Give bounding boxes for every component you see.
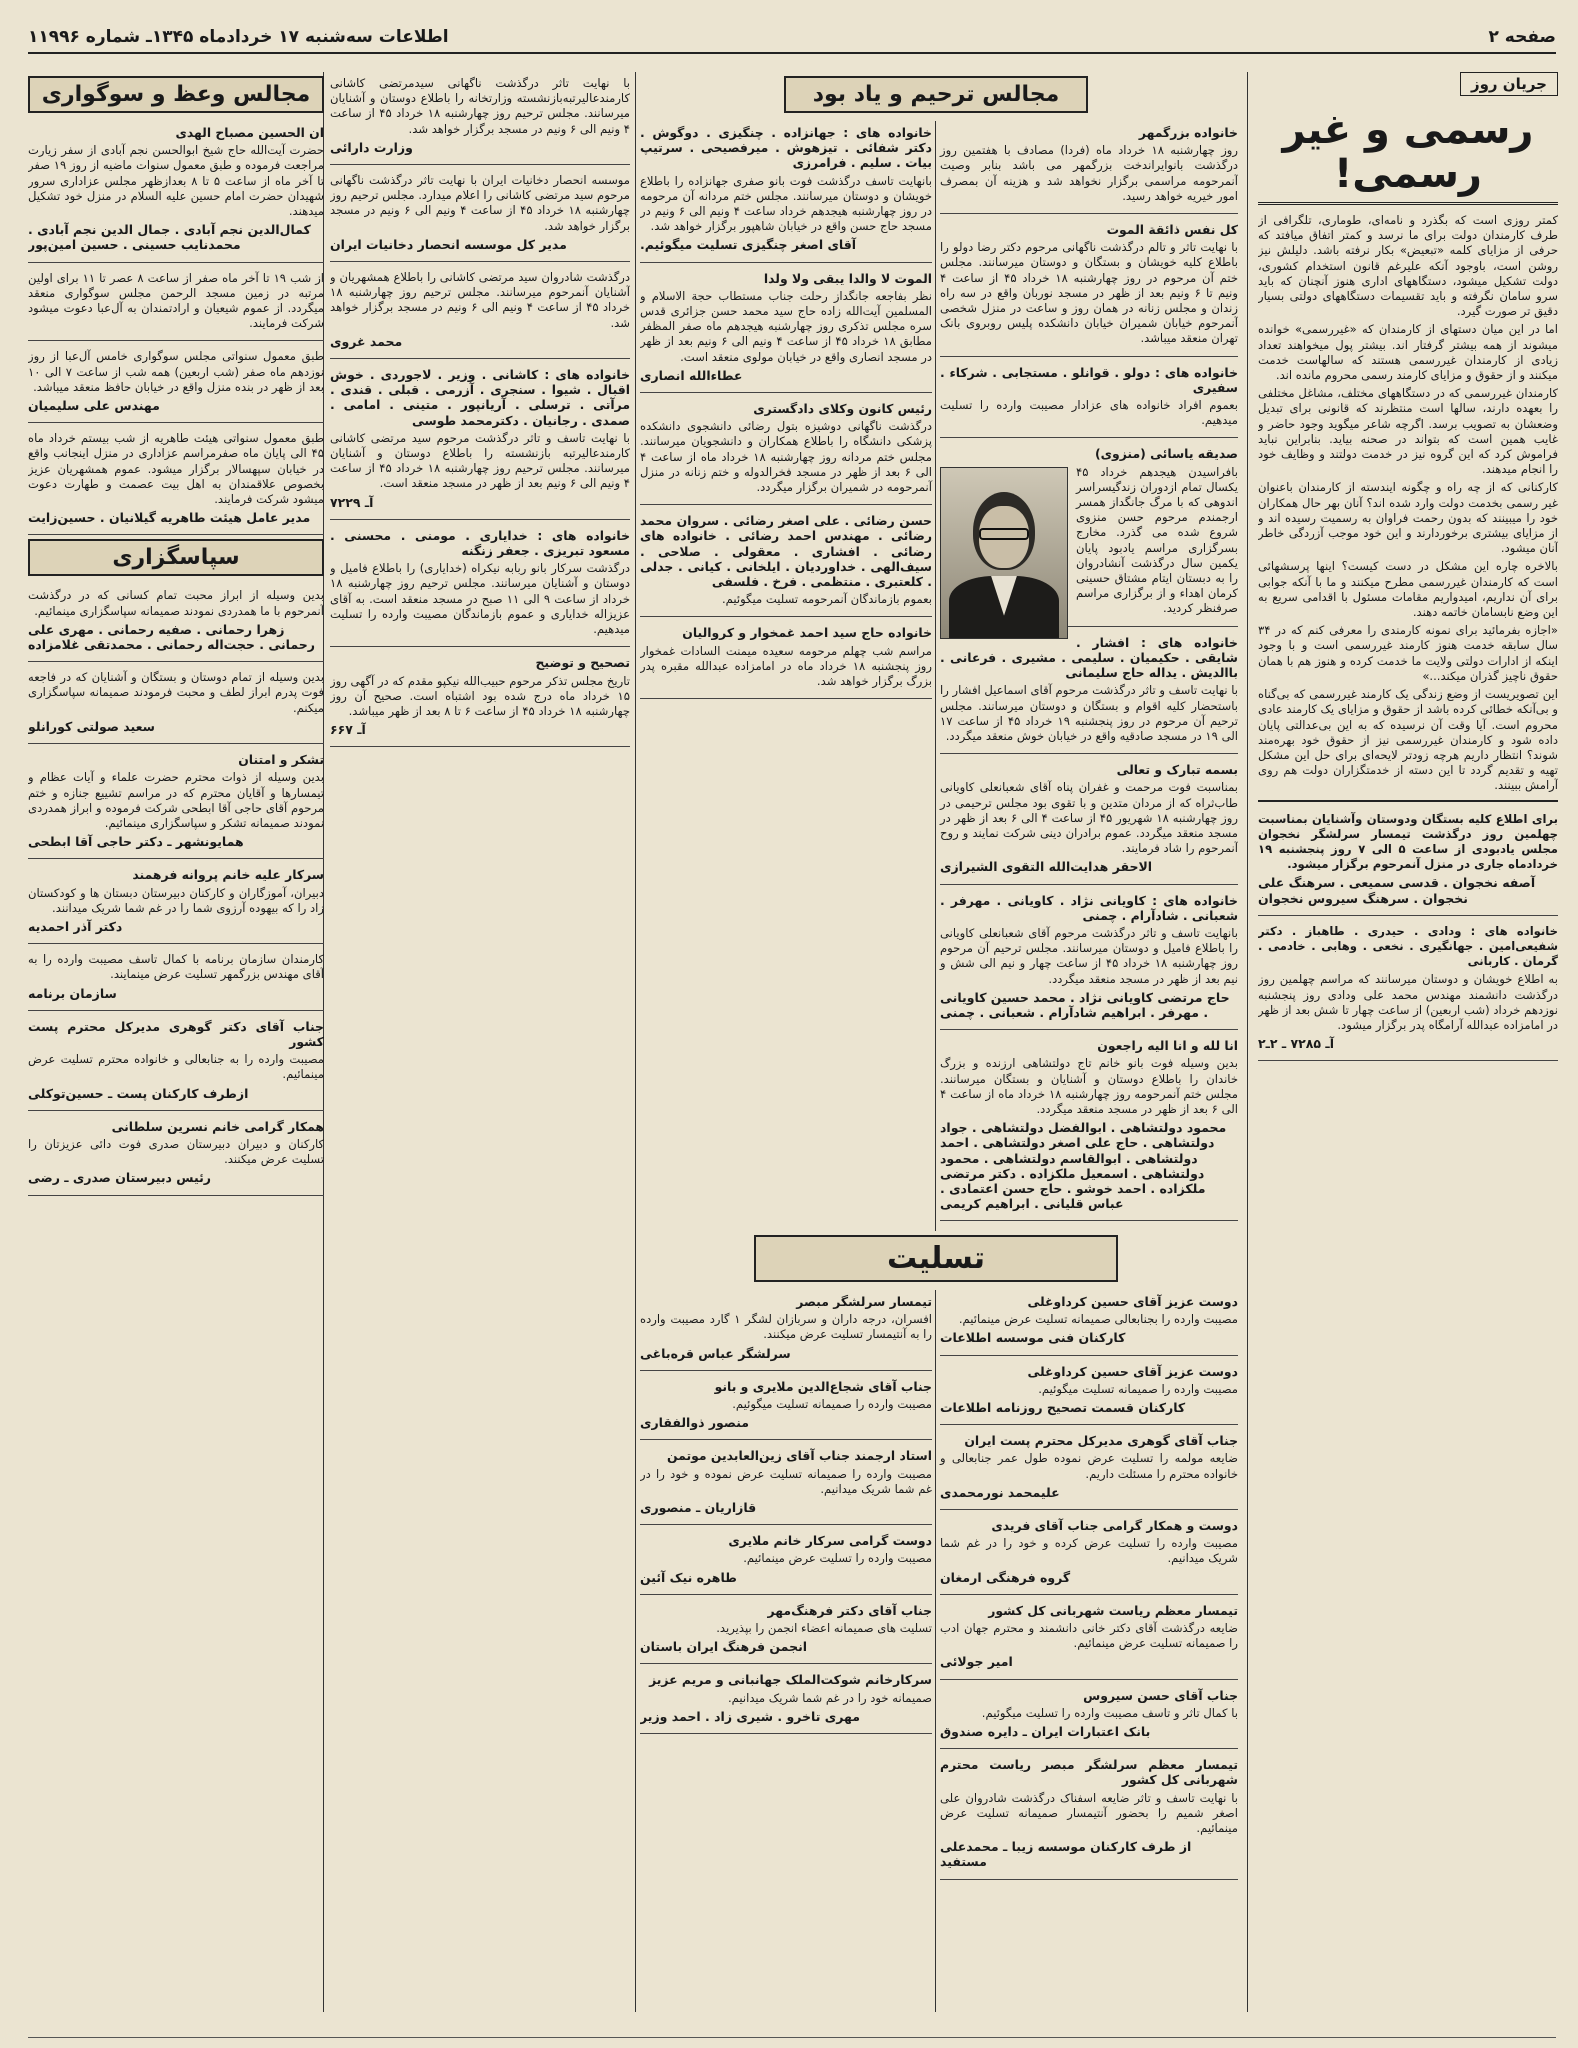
notice-text: تسلیت های صمیمانه اعضاء انجمن را بپذیرید. (716, 1621, 932, 1636)
editorial-paragraph: اما در این میان دستهای از کارمندان که «غیررسمی» خوانده میشوند از همه بیشتر گرفتار اند. بیشتر پول میخواهند تعداد زیادی از کارمندان غیررسمی هستند که سالهاست خدمت میکنند و از حقوق و مزایای کارمند رسمی محروم مانده اند. (1258, 322, 1558, 383)
notice-heading: جناب آقای حسن سیروس (1083, 1687, 1238, 1703)
notice-signature: زهرا رحمانی . صفیه رحمانی . مهری علی رحمانی . حجت‌اله رحمانی . محمدتقی غلامزاده (28, 621, 315, 653)
condolences-right (940, 1290, 1238, 1884)
thanks-notice (28, 863, 324, 944)
notice-heading: خانواده های : دولو . قوانلو . مستجابی . شرکاء . سفیری (940, 364, 1238, 395)
notice-heading: سرکارخانم شوکت‌الملک جهانبانی و مریم عزیز (649, 1672, 932, 1688)
editorial-paragraph: «اجازه بفرمائید برای نمونه کارمندی را معرفی کنم که در ۳۴ سال سابقه خدمت هنوز کارمند غیررسمی است و با وجود اینکه از ادارات دولتی ولایت ما خدمت کرده و هنوز هم با همان حقوق ناچیز گذران میکند...» (1258, 623, 1558, 683)
notice-heading: جناب آقای شجاع‌الدین ملایری و بانو (714, 1378, 932, 1394)
notice-signature: آـ ۷۲۲۹ (330, 494, 374, 510)
notice-signature: امیر جولائی (940, 1654, 1013, 1670)
notice-heading: صدیقه یاسائی (منزوی) (1095, 446, 1238, 462)
notice-text: با نهایت تاثر درگذشت ناگهانی سیدمرتضی کاشانی کارمندعالیرتبه‌بازنشسته وزارتخانه را باطلاع دوستان و آشنایان میرسانند. مجلس ترحیم روز چهارشنبه ۱۸ خرداد ۴۵ از ساعت ۴ ونیم الی ۶ ونیم در مسجد برگزار خواهد شد. (330, 76, 630, 136)
portrait-photo (940, 467, 1068, 639)
thanks-notice (28, 948, 324, 1011)
notice-signature: محمود دولتشاهی . ابوالفضل دولتشاهی . جواد دولتشاهی . حاج علی اصغر دولتشاهی . احمد دولتشاهی . ابوالقاسم دولتشاهی . محمود دولتشاهی . اسمعیل ملکزاده . دکتر مرتضی ملکزاده . احمد خوشو . حاج حسن اعتمادی . عباس قلیانی . ابراهیم کریمی (940, 1120, 1227, 1212)
notice-signature: همایونشهر ـ دکتر حاجی آقا ابطحی (28, 834, 244, 850)
editorial-title: رسمی و غیر رسمی! (1258, 102, 1558, 205)
rubric-label: جریان روز (1460, 72, 1558, 96)
notice-signature: کارکنان قسمت تصحیح روزنامه اطلاعات (940, 1400, 1186, 1416)
notice-signature: منصور ذوالفقاری (640, 1415, 750, 1431)
sermon-notice (28, 427, 324, 535)
notice-signature: سعید صولتی کورانلو (28, 718, 155, 734)
notice-signature: گروه فرهنگی ارمغان (940, 1569, 1071, 1585)
condolence-notice (940, 1514, 1238, 1595)
editorial-paragraph: کارکنانی که از چه راه و چگونه ایندسته از کارمندان باعنوان غیر رسمی بخدمت دولت وارد شده اند؟ آنان بهر حال همکاران خود را میبینند که بدون رحمت فراوان به رسمیت رسیده اند و از مزایای بیشتری برخوردارند و این خود موجب آزردگی خاطر آنان میشود. (1258, 480, 1558, 556)
notice-text: ضایعه درگذشت آقای دکتر خانی دانشمند و محترم جهان ادب را صمیمانه تسلیت عرض مینمائیم. (940, 1621, 1238, 1651)
notice-text: درگذشت شادروان سید مرتضی کاشانی را باطلاع همشهریان و آشنایان آنمرحوم میرسانند. مجلس ترحیم روز چهارشنبه ۱۸ خرداد ۴۵ از ساعت ۴ ونیم الی ۶ ونیم در مسجد برگزار خواهد شد. (330, 270, 630, 330)
notice-signature: مدیر کل موسسه انحصار دخانیات ایران (330, 236, 567, 252)
notice-text: بدین وسیله از ابراز محبت تمام کسانی که در درگذشت آنمرحوم با ما همدردی نمودند صمیمانه سپاسگزاری مینمائیم. (28, 588, 324, 618)
notice-text: مصیبت وارده را تسلیت عرض کرده و خود را در غم شما شریک میدانیم. (940, 1536, 1238, 1566)
notice-heading: جناب آقای گوهری مدیرکل محترم پست ایران (964, 1433, 1238, 1449)
notice-signature: مهری تاخرو . شیری زاد . احمد وزیر (640, 1708, 860, 1724)
memorial-notice (330, 651, 630, 747)
condolence-notice (940, 1360, 1238, 1426)
notice-signature: عطاءالله انصاری (640, 367, 743, 383)
notice-heading: تیمسار معظم سرلشگر مبصر ریاست محترم شهربانی کل کشور (940, 1757, 1238, 1788)
memorial-notice (940, 889, 1238, 1031)
notice-text: افسران، درجه داران و سربازان لشگر ۱ گارد مصیبت وارده را به آنتیمسار تسلیت عرض میکنند. (640, 1312, 933, 1342)
notice-signature: انجمن فرهنگ ایران باستان (640, 1639, 808, 1655)
notice-text: حضرت آیت‌الله حاج شیخ ابوالحسن نجم آبادی از سفر زیارت مراجعت فرموده و طبق معمول سنوات ماضیه از روز ۱۹ صفر تا آخر ماه از ساعت ۵ تا ۸ بعدازظهر مجلس عزاداری سرور شهیدان حضرت امام حسین علیه السلام در منزل خود تشکیل میدهند. (28, 143, 324, 219)
column-sermons (28, 72, 324, 2012)
notice-signature: مدیر عامل هیئت طاهریه گیلانیان . حسین‌زایت (28, 510, 311, 526)
memorial-notice (940, 631, 1238, 754)
column-rule (635, 72, 636, 2012)
notice-text: ضایعه مولمه را تسلیت عرض نموده طول عمر جنابعالی و خانواده محترم را مسئلت داریم. (940, 1451, 1238, 1481)
notice-text: بانهایت تاسف و تاثر درگذشت مرحوم آقای شعبانعلی کاویانی را باطلاع فامیل و دوستان میرسانند. مجلس ترحیم آن مرحوم روز چهارشنبه ۱۸ خرداد ۴۵ از ساعت چهار و نیم الی شش و نیم بعد از ظهر در مسجد منعقد میگردد. (940, 925, 1238, 986)
notice-text: مصیبت وارده را صمیمانه تسلیت عرض نموده و خود را در غم شما شریک میدانیم. (640, 1466, 932, 1496)
condolence-notice (640, 1529, 932, 1595)
notice-signature: آقای اصغر چنگیزی تسلیت میگوئیم. (640, 237, 857, 253)
notice-heading: دوست عزیز آقای حسین کرداوغلی (1027, 1294, 1238, 1309)
notice-heading: تشکر و امتنان (238, 752, 324, 768)
memorial-notice (640, 621, 932, 699)
column-rule (935, 121, 936, 1231)
notice-text: مصیبت وارده را صمیمانه تسلیت میگوئیم. (732, 1397, 932, 1412)
column-kashani (330, 72, 630, 1252)
notice-signature: طاهره نیک آئین (640, 1569, 737, 1585)
notice-heading: سرکار علیه خانم پروانه فرهمند (132, 867, 324, 883)
notice-heading: خانواده های : کاویانی نژاد . کاویانی . مهرفر . شعبانی . شادآرام . چمنی (940, 892, 1238, 923)
memorials-area (640, 121, 1238, 1231)
condolence-notice (640, 1599, 932, 1665)
notice-nakhjavan: برای اطلاع کلیه بستگان ودوستان وآشنایان بمناسبت چهلمین روز درگذشت تیمسار سرلشگر نخجوان مجلس یادبودی از ساعت ۵ الی ۷ روز پنجشنبه ۱۹ خردادماه جاری در منزل آنمرحوم برگزار میشود. آصفه نخجوان . قدسی سمیعی . سرهنگ علی نخجوان . سرهنگ سیروس نخجوان (1258, 808, 1558, 916)
memorial-notice (330, 169, 630, 262)
notice-text: از شب ۱۹ تا آخر ماه صفر از ساعت ۸ عصر تا ۱۱ برای اولین مرتبه در زمین مسجد الرحمن مجلس سوگواری منعقد میگردد. از عموم شیعیان و ارادتمندان به آل‌عبا دعوت میشود شرکت فرمایند. (28, 270, 324, 331)
page-number: صفحه ۲ (1488, 27, 1556, 47)
condolence-notice (640, 1444, 932, 1525)
memorial-notice (330, 266, 630, 359)
notice-text: با نهایت تاسف و تاثر درگذشت مرحوم آقای اسماعیل افشار را باستحضار کلیه اقوام و بستگان و دوستان میرسانند. مجلس ترحیم آن مرحوم در روز پنجشنبه ۱۹ خرداد ۴۵ از ساعت ۱۷ الی ۱۹ در مسجد صادقیه واقع در خیابان خوش منعقد میگردد. (940, 683, 1238, 743)
column-editorial (1258, 72, 1558, 2012)
condolence-notice (640, 1668, 932, 1734)
memorial-notice (640, 121, 932, 263)
notice-text: دبیران، آموزگاران و کارکنان دبیرستان دبستان ها و کودکستان زاد را که بیهوده آرزوی شما را در غم شما شریک میدانند. (28, 885, 324, 915)
column-rule (935, 1290, 936, 2012)
notice-signature: سرلشگر عباس قره‌باغی (640, 1345, 791, 1361)
memorial-notice (640, 267, 932, 393)
thanks-title: سپاسگزاری (28, 539, 324, 576)
notice-signature: سازمان برنامه (28, 985, 117, 1001)
notice-text: طبق معمول سنواتی هیئت طاهریه از شب بیستم خرداد ماه ۴۵ الی پایان ماه صفرمراسم عزاداری در منزل اینجانب واقع در خیابان سپهسالار برگزار میشود. عموم همشهریان عزیز بخصوص علاقمندان به اهل بیت عصمت و طهارت دعوت میشود شرکت فرمایند. (28, 431, 324, 507)
notice-heading: استاد ارجمند جناب آقای زین‌العابدین موتمن (666, 1448, 932, 1464)
notice-signature: حاج مرتضی کاویانی نژاد . محمد حسین کاویانی . مهرفر . ابراهیم شادآرام . شعبانی . چمنی (940, 989, 1230, 1020)
notice-heading: دوست و همکار گرامی جناب آقای فریدی (991, 1518, 1238, 1534)
notice-text: با نهایت تاسف و تاثر درگذشت مرحوم سید مرتضی کاشانی کارمندعالیرتبه بازنشسته را باطلاع دوستان و آشنایان میرسانند. مجلس ترحیم روز چهارشنبه ۱۸ خرداد ۴۵ از ساعت ۴ ونیم الی ۶ ونیم بعد از ظهر در مسجد منعقد است. (330, 430, 630, 491)
notice-text: طبق معمول سنواتی مجلس سوگواری خامس آل‌عبا از روز نوزدهم ماه صفر (شب اربعین) همه شب از ساعت ۷ الی ۱۰ بعد از ظهر در بنده منزل واقع در خیابان حافظ منعقد میباشد. (28, 349, 324, 394)
condolence-notice (940, 1599, 1238, 1680)
notice-text: موسسه انحصار دخانیات ایران با نهایت تاثر درگذشت ناگهانی مرحوم سید مرتضی کاشانی را اعلام میدارد. مجلس ترحیم روز چهارشنبه ۱۸ خرداد ۴۵ از ساعت ۴ ونیم الی ۶ ونیم در مسجد برگزار خواهد شد. (330, 173, 630, 233)
memorial-notice (940, 218, 1238, 357)
notice-text: درگذشت سرکار بانو ربابه نیکراه (خدایاری) را باطلاع فامیل و دوستان و آشنایان میرسانند. مجلس ترحیم روز چهارشنبه ۱۸ خرداد از ساعت ۹ الی ۱۱ صبح در مسجد منعقد است. به آقای عزیزاله خدایاری و عموم بازماندگان مصیبت وارده را تسلیت میدهیم. (330, 561, 630, 637)
notice-heading: خانواده حاج سید احمد غمخوار و کروالیان (682, 625, 932, 641)
memorial-notice (330, 363, 630, 520)
notice-text: بعموم بازماندگان آنمرحومه تسلیت میگوئیم. (721, 592, 932, 607)
notice-text: مصیبت وارده را بجنابعالی صمیمانه تسلیت عرض مینمائیم. (958, 1312, 1238, 1327)
memorials-left (640, 121, 932, 703)
notice-heading: جناب آقای دکتر گوهری مدیرکل محترم پست کشور (28, 1018, 324, 1049)
notice-signature: آـ ۶۶۷ (330, 722, 366, 738)
issue-info: اطلاعات سه‌شنبه ۱۷ خردادماه ۱۳۴۵ـ شماره ۱۱۹۹۶ (28, 27, 449, 47)
notice-heading: خانواده های : افشار . شایقی . حکیمیان . سلیمی . مشیری . فرعانی . باالدیش . یداله حاج سلیمانی (940, 634, 1238, 681)
memorial-notice (940, 442, 1238, 626)
memorial-notice (940, 361, 1238, 439)
sermons-title: مجالس وعظ و سوگواری (28, 76, 324, 113)
notice-text: با نهایت تاسف و تاثر ضایعه اسفناک درگذشت شادروان علی اصغر شمیم را بحضور آنتیمسار صمیمانه تسلیت عرض مینمائیم. (940, 1790, 1238, 1836)
notice-text: بدین وسیله از ذوات محترم حضرت علماء و آیات عظام و تیمسارها و آقایان محترم که در مراسم تشییع جنازه و ختم مرحوم آقای حاجی آقا ابطحی شرکت فرموده و ابراز همدردی نمودند صمیمانه تشکر و سپاسگزاری مینمائیم. (28, 770, 324, 830)
condolence-notice (640, 1375, 932, 1441)
condolence-notice (940, 1290, 1238, 1356)
bottom-rule (28, 2037, 1556, 2038)
sermon-notice (28, 267, 324, 342)
notice-signature: رئیس دبیرستان صدری ـ رضی (28, 1170, 211, 1186)
column-rule (1247, 72, 1248, 2012)
notice-text: با نهایت تاثر و تالم درگذشت ناگهانی مرحوم دکتر رضا دولو را باطلاع کلیه خویشان و بستگان و دوستان میرسانند. مجلس ختم آن مرحوم در روز چهارشنبه ۱۸ خرداد ۴۵ از ساعت ۴ ونیم تا ۶ ونیم بعد از ظهر در مسجد نوربان واقع در سه راه زندان و مجلس زنانه در همان روز و ساعت در منزل شخصی آنمرحوم خیابان شمیران خیابان دانشکده پلیس روبروی بانک تهران منعقد میباشد. (940, 240, 1238, 346)
memorial-notice (640, 397, 932, 505)
notice-text: بعموم افراد خانواده های عزادار مصیبت وارده را تسلیت میدهیم. (940, 398, 1238, 428)
notice-signature: دکتر آذر احمدیه (28, 918, 123, 934)
memorials-section-title: مجالس ترحیم و یاد بود (784, 76, 1088, 113)
notice-text: بدین وسیله از تمام دوستان و بستگان و آشنایان که در فاجعه فوت پدرم ابراز لطف و محبت فرمودند صمیمانه سپاسگزاری میکنم. (28, 670, 324, 715)
notice-heading: انا لله و انا الیه راجعون (1097, 1038, 1238, 1054)
editorial-paragraph: کمتر روزی است که بگذرد و نامه‌ای، طوماری، تلگرافی از طرف کارمندان دولت برای ما نرسد و کمتر اتفاق میافتد که حرفی از مزایای کلمه «تبعیض» بکار نرفته باشد. دلیلش نیز روشن است، باوجود آنکه علیرغم قانون استخدام کشوری، دولت تشکیل میشود، دستگاههای اداری هنوز آنچنان که باید سرو سامان نگرفته و باید تقسیمات دستگاههای دولتی بسیار دقیق تر صورت گیرد. (1258, 213, 1558, 319)
notice-text: با کمال تاثر و تاسف مصیبت وارده را تسلیت میگوئیم. (981, 1705, 1238, 1720)
notice-heading: همکار گرامی خانم نسرین سلطانی (111, 1118, 324, 1134)
notice-text: مصیبت وارده را صمیمانه تسلیت میگوئیم. (1038, 1381, 1238, 1396)
notice-text: بانهایت تاسف درگذشت فوت بانو صفری جهانزاده را باطلاع خویشان و دوستان میرسانند. مجلس ختم مردانه آن مرحومه در روز چهارشنبه هیجدهم خرداد ساعت ۴ ونیم الی ۶ ونیم در مسجد حاج حسن واقع در خیابان شاهپور برگزار خواهد شد. (640, 173, 932, 234)
thanks-notice (28, 584, 324, 662)
notice-text: بدین وسیله فوت بانو خانم تاج دولتشاهی ارزنده و بزرگ خاندان را باطلاع دوستان و آشنایان و بستگان میرسانند. مجلس ختم آنمرحومه روز چهارشنبه ۱۸ خرداد ماه از ساعت ۴ الی ۶ بعد از ظهر در مسجد منعقد میگردد. (940, 1056, 1238, 1116)
notice-signature: وزارت دارائی (330, 139, 413, 155)
divider (1258, 800, 1558, 802)
notice-heading: حسن رضائی . علی اصغر رضائی . سروان محمد رضائی . مهندس احمد رضائی . خانواده های رضائی . افشاری . معقولی . صلاحی . سیف‌الهی . خداوردیان . ایلخانی . کیانی . جدلی . کلعتبری . منتظمی . فرخ . فلسفی (640, 513, 932, 590)
condolence-notice (640, 1290, 932, 1371)
notice-signature: کارکنان فنی موسسه اطلاعات (940, 1330, 1126, 1346)
notice-text: بمناسبت فوت مرحمت و غفران پناه آقای شعبانعلی کاویانی طاب‌ثراه که از مردان متدین و با تقوی بود مجلس ترحیمی در روز چهارشنبه ۱۸ شهریور ۴۵ از ساعت ۴ الی ۶ بعد از ظهر در مسجد منعقد میگردد. عموم برادران دینی شرکت نمایند و روح آنمرحوم را شاد فرمایند. (940, 780, 1238, 856)
notice-signature: بانک اعتبارات ایران ـ دایره صندوق (940, 1724, 1151, 1740)
sermon-notice (28, 345, 324, 423)
notice-text: کارمندان سازمان برنامه با کمال تاسف مصیبت وارده را به آقای مهندس بزرگمهر تسلیت عرض مینمایند. (28, 952, 324, 982)
condolence-notice (940, 1684, 1238, 1750)
column-memorials (640, 72, 1238, 2012)
thanks-notice (28, 748, 324, 859)
notice-text: نظر بفاجعه جانگداز رحلت جناب مستطاب حجة الاسلام و المسلمین آیت‌الله زاده حاج سید محمد حسن جزائری قدس سره مجلس تذکری روز چهارشنبه هیجدهم ماه صفر المظفر مطابق ۱۸ خرداد ۴۵ از ساعت ۴ ونیم الی ۶ ونیم بعد از ظهر در مسجد انصاری واقع در خیابان مولوی منعقد است. (640, 288, 933, 364)
editorial-paragraph: این تصویریست از وضع زندگی یک کارمند غیررسمی که بی‌گناه و بی‌آنکه خطائی کرده باشد از حقوق و مزایای یک کارمند عادی محروم است. آیا وقت آن نرسیده که به این بی‌عدالتی پایان داده شود و کارمندان غیررسمی نیز از حقوق خود بهره‌مند شوند؟ انتظار داریم هرچه زودتر لایحه‌ای برای حل این مشکل تهیه و تقدیم گردد تا این دسته از خدمتگزاران دولت هم روی آرامش ببینند. (1258, 687, 1558, 793)
notice-text: مصیبت وارده را تسلیت عرض مینمائیم. (743, 1551, 932, 1566)
notice-signature: قازاریان ـ منصوری (640, 1500, 757, 1516)
thanks-notice (28, 1115, 324, 1196)
notice-text: مراسم شب چهلم مرحومه سعیده میمنت السادات غمخوار روز پنجشنبه ۱۸ خرداد ماه در امامزاده عبدالله مقبره پدر بزرگ برگزار خواهد شد. (640, 643, 932, 689)
notice-heading: تصحیح و توضیح (535, 655, 630, 671)
notice-text: تاریخ مجلس تذکر مرحوم حبیب‌الله نیکپو مقدم که در آگهی روز ۱۵ خرداد ماه درج شده بود اشتباه است. صحیح آن روز چهارشنبه ۱۸ خرداد ۴۵ از ساعت ۶ تا ۸ بعد از ظهر میباشد. (330, 673, 630, 718)
notice-text: صمیمانه خود را در غم شما شریک میدانیم. (727, 1690, 932, 1705)
masthead (28, 22, 1556, 54)
condolences-left (640, 1290, 932, 1738)
condolence-notice (940, 1753, 1238, 1879)
memorial-notice (330, 524, 630, 647)
notice-heading: دوست گرامی سرکار خانم ملایری (728, 1533, 932, 1549)
notice-heading: تیمسار معظم ریاست شهربانی کل کشور (988, 1602, 1238, 1618)
memorial-notice (940, 1034, 1238, 1221)
sermon-notice (28, 121, 324, 263)
notice-heading: خانواده های : خدایاری . مومنی . محسنی . مسعود تبریزی . جعفر زنگنه (330, 527, 630, 559)
notice-text: روز چهارشنبه ۱۸ خرداد ماه (فردا) مصادف با هفتمین روز درگذشت بانوایراندخت بزرگمهر می باشد بنابر وصیت آنمرحومه مراسمی برگزار نخواهد شد و هزینه آن بمصرف امور خیریه خواهد رسید. (940, 143, 1238, 203)
memorial-notice (330, 72, 630, 165)
notice-signature: از طرف کارکنان موسسه زیبا ـ محمدعلی مستفید (940, 1839, 1192, 1870)
notice-signature: الاحقر هدایت‌الله التقوی الشیرازی (940, 859, 1153, 875)
notice-heading: جناب آقای دکتر فرهنگ‌مهر (767, 1602, 932, 1618)
notice-text: مصیبت وارده را به جنابعالی و خانواده محترم تسلیت عرض مینمائیم. (28, 1052, 324, 1082)
notice-heading: تیمسار سرلشگر مبصر (796, 1294, 932, 1309)
condolences-area (640, 1290, 1238, 2012)
editorial-paragraph: کارمندان غیررسمی که در دستگاههای مختلف، مشاغل مختلفی را بعهده دارند، سالها است منتظرند که قانونی برای تبدیل وضعشان به تصویب برسد. اگرچه شاعر میگوید وجود حاضر و غایب همین است که بتواند در صحنه بیاید. بنابراین نباید فراموش کرد که این گروه نیز در خدمت دولتند و وظایف خود را انجام میدهند. (1258, 386, 1558, 477)
notice-heading: ان الحسین مصباح الهدی (175, 125, 324, 140)
notice-text: درگذشت ناگهانی دوشیزه بتول رضائی دانشجوی دانشکده پزشکی دانشگاه را باطلاع همکاران و دانشجویان میرسانند. مجلس ختم مردانه روز چهارشنبه ۱۸ خرداد ماه از ساعت ۴ الی ۶ بعد از ظهر در مسجد فخرالدوله و ختم زنانه در منزل آنمرحومه در شمیران برگزار میگردد. (640, 419, 933, 495)
condolence-notice (940, 1429, 1238, 1510)
notice-text: کارکنان و دبیران دبیرستان صدری فوت دائی عزیزتان را تسلیت عرض میکنند. (28, 1136, 324, 1167)
notice-heading: الموت لا والدا یبقی ولا ولدا (763, 270, 932, 286)
notice-heading: خانواده های : جهانزاده . چنگیزی . دوگوش . دکتر شفائی . تیزهوش . میرفصیحی . سرتیپ بیات . سلیم . فرامرزی (640, 125, 932, 171)
notice-signature: ازطرف کارکنان پست ـ حسین‌توکلی (28, 1085, 249, 1101)
notice-signature: کمال‌الدین نجم آبادی . جمال الدین نجم آبادی . محمدنایب حسینی . حسین امین‌پور (28, 222, 311, 253)
notice-heading: خانواده بزرگمهر (1138, 125, 1238, 140)
notice-signature: مهندس علی سلیمیان (28, 398, 160, 414)
memorial-notice (640, 509, 932, 617)
memorials-right (940, 121, 1238, 1225)
notice-heading: دوست عزیز آقای حسین کرداوغلی (1027, 1363, 1238, 1379)
condolences-section-title: تسلیت (754, 1235, 1118, 1282)
thanks-notice (28, 1015, 324, 1111)
notice-text: بافراسیدن هیجدهم خرداد ۴۵ یکسال تمام ازدوران زندگیسراسر اندوهی که با مرگ جانگداز همسر ارجمندم مرحوم حسن منزوی شروع شده می گذرد. مخارج بسرگزاری مراسم یادبود پایان یکمین سال درگذشت آنشادروان را به دبستان ایتام مشتاق حسینی کرمان اهداء و از برگزاری مراسم صرفنظر کردید. (1076, 464, 1238, 616)
editorial-paragraph: بالاخره چاره این مشکل در دست کیست؟ اینها پرسشهائی است که کارمندان غیررسمی مطرح میکنند و ما با آنکه جوابی برای آن نداریم، امیدواریم مقامات مسئول با اقدامی سریع به این وضع نابسامان خاتمه دهند. (1258, 559, 1558, 620)
thanks-notice (28, 666, 324, 744)
notice-vedadi: خانواده های : ودادی . حیدری . طاهباز . دکتر شفیعی‌امین . جهانگیری . نخعی . وهابی . خادمی . گرمان . کاربانی به اطلاع خویشان و دوستان میرسانند که مراسم چهلمین روز درگذشت دانشمند مهندس محمد علی ودادی روز پنجشنبه نوزدهم خرداد (شب اربعین) از ساعت چهار تا شش بعد از ظهر در امامزاده عبدالله آرامگاه پدر برگزار میشود. آـ ۷۲۸۵ ـ ۲ـ۲ (1258, 920, 1558, 1062)
memorial-notice (940, 121, 1238, 214)
memorial-notice (940, 758, 1238, 884)
notice-heading: بسمه تبارک و تعالی (1116, 762, 1238, 778)
notice-heading: رئیس کانون وکلای دادگستری (753, 401, 932, 417)
notice-heading: خانواده های : کاشانی . وزیر . لاجوردی . خوش اقبال . شیوا . سنجری . آزرمی . قبلی . قندی . مرآتی . ترسلی . آریانپور . متینی . امامی . صمدی . رجانیان . دکترمحمد طوسی (330, 367, 630, 428)
notice-signature: محمد غروی (330, 333, 403, 349)
notice-signature: علیمحمد نورمحمدی (940, 1484, 1060, 1500)
notice-heading: کل نفس ذائقة الموت (1106, 222, 1238, 238)
